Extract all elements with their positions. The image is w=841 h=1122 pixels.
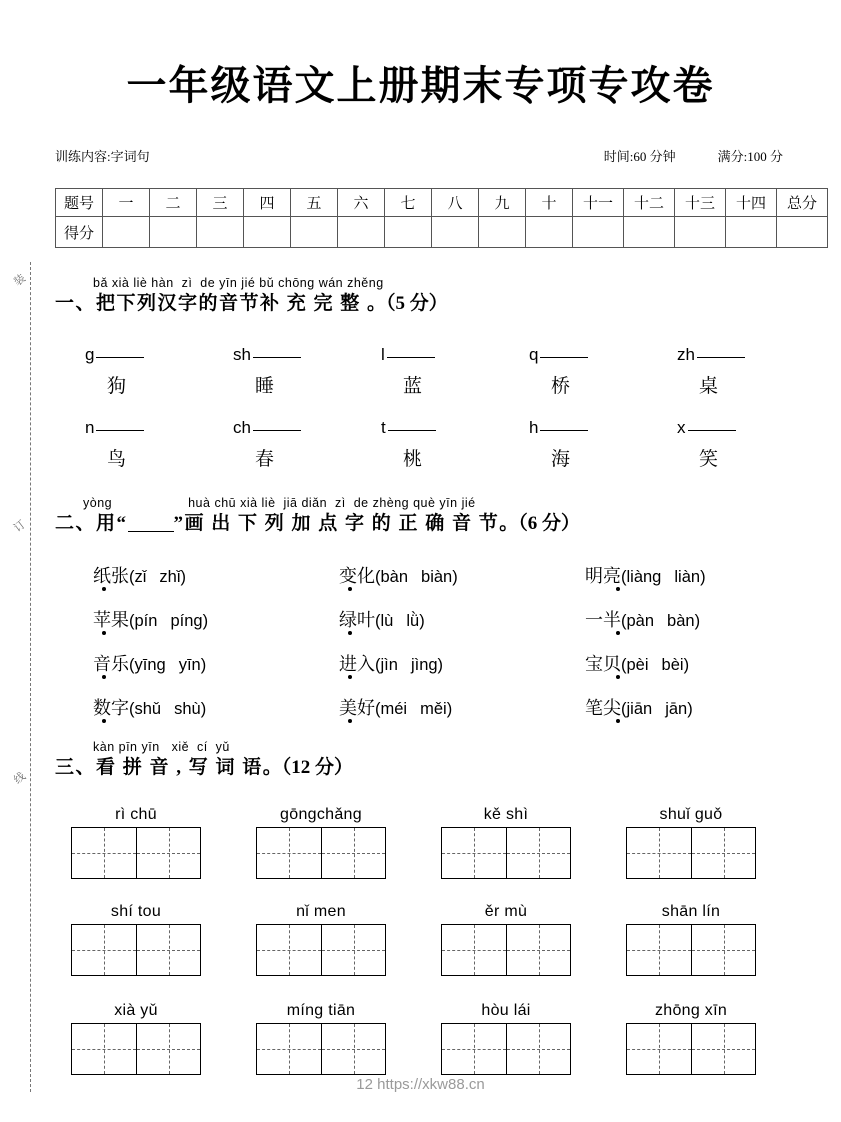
section-three-title <box>55 755 353 781</box>
write-word-item-6[interactable] <box>240 903 425 976</box>
emphasis-dot-icon <box>102 719 106 723</box>
syllable-item-9[interactable] <box>499 418 647 471</box>
word-text: 宝贝 <box>585 654 621 675</box>
pinyin-choice-grid <box>55 562 795 738</box>
full-score-label: 满分:100 分 <box>717 149 783 164</box>
write-pinyin-3: kě shì <box>483 806 529 823</box>
syllable-char-2: 睡 <box>255 375 275 397</box>
word-text: 纸张 <box>93 566 129 587</box>
score-cell-total[interactable] <box>777 217 828 248</box>
option-group: (pàn bàn) <box>621 612 701 630</box>
tianzige-cell[interactable] <box>506 1024 570 1074</box>
option-group: (pín píng) <box>129 612 209 630</box>
emphasis-dot-icon <box>102 631 106 635</box>
syllable-char-9: 海 <box>551 448 571 470</box>
pinyin-choice-item-4[interactable] <box>55 606 301 632</box>
syllable-initial-6 <box>85 418 203 438</box>
score-cell-6[interactable] <box>338 217 385 248</box>
tianzige-cell[interactable] <box>72 828 136 878</box>
score-cell-10[interactable] <box>526 217 573 248</box>
syllable-blank[interactable] <box>388 430 436 431</box>
word-text: 一半 <box>585 610 621 631</box>
section-two-pinyin-left: yòng <box>83 496 113 510</box>
write-word-item-11[interactable] <box>425 1002 610 1075</box>
col-header-1: 一 <box>103 189 150 217</box>
syllable-item-5[interactable] <box>647 345 795 398</box>
syllable-initial-9 <box>529 418 647 438</box>
section-two-heading <box>55 496 580 537</box>
option-group: (liàng liàn) <box>621 568 706 586</box>
initial-text: l <box>381 345 385 364</box>
emphasis-dot-icon <box>616 587 620 591</box>
option-a[interactable]: lù <box>380 612 394 630</box>
initial-text: h <box>529 418 539 437</box>
pinyin-choice-item-2[interactable] <box>301 562 547 588</box>
col-header-12: 十二 <box>624 189 675 217</box>
section-one-score: 。（5 分） <box>367 293 448 314</box>
syllable-char-5: 桌 <box>699 375 719 397</box>
binding-mark-zhuang: 装 <box>11 272 28 289</box>
syllable-blank[interactable] <box>540 357 588 358</box>
tianzige-cell[interactable] <box>321 925 385 975</box>
section-two-pinyin-right: huà chū xià liè jiā diǎn zì de zhèng què yīn jié <box>188 496 476 510</box>
word-text: 音乐 <box>93 654 129 675</box>
syllable-initial-8 <box>381 418 499 438</box>
syllable-char-8: 桃 <box>403 448 423 470</box>
tianzige-cell[interactable] <box>321 828 385 878</box>
pinyin-choice-item-11[interactable] <box>301 694 547 720</box>
pinyin-choice-item-12[interactable] <box>547 694 793 720</box>
syllable-item-4[interactable] <box>499 345 647 398</box>
pinyin-choice-row-3 <box>55 650 795 694</box>
write-pinyin-2: gōngchǎng <box>280 806 362 823</box>
option-a[interactable]: bàn <box>380 568 409 586</box>
option-a[interactable]: jiān <box>626 700 653 718</box>
col-header-4: 四 <box>244 189 291 217</box>
word-text: 明亮 <box>585 566 621 587</box>
syllable-char-7: 春 <box>255 448 275 470</box>
tianzige-cell[interactable] <box>442 1024 506 1074</box>
section-one-text: 把下列汉字的音节补 充 完 整 <box>96 293 368 314</box>
syllable-blank[interactable] <box>253 357 301 358</box>
write-word-item-3[interactable] <box>425 806 610 879</box>
col-header-3: 三 <box>197 189 244 217</box>
option-a[interactable]: pín <box>134 612 158 630</box>
score-cell-7[interactable] <box>385 217 432 248</box>
initial-text: n <box>85 418 95 437</box>
section-two-text-b: ”画 出 下 列 加 点 字 的 正 确 音 节 <box>173 513 500 534</box>
write-word-item-10[interactable] <box>240 1002 425 1075</box>
pinyin-choice-item-3[interactable] <box>547 562 793 588</box>
option-b[interactable]: jìng <box>410 656 438 674</box>
tianzige-cell[interactable] <box>442 925 506 975</box>
write-pinyin-1: rì chū <box>115 806 157 823</box>
option-group: (yīng yīn) <box>129 656 207 674</box>
score-cell-2[interactable] <box>150 217 197 248</box>
underline-demo <box>128 531 174 532</box>
pinyin-choice-item-10[interactable] <box>55 694 301 720</box>
score-cell-9[interactable] <box>479 217 526 248</box>
syllable-char-10: 笑 <box>699 448 719 470</box>
score-cell-13[interactable] <box>675 217 726 248</box>
emphasis-dot-icon <box>348 675 352 679</box>
tianzige-cell[interactable] <box>321 1024 385 1074</box>
pinyin-choice-row-2 <box>55 606 795 650</box>
tianzige-box-4[interactable] <box>626 827 756 879</box>
section-two-pinyin <box>83 496 580 511</box>
score-cell-11[interactable] <box>573 217 624 248</box>
word-text: 苹果 <box>93 610 129 631</box>
section-two-text-a: 用“ <box>96 513 128 534</box>
write-pinyin-10: míng tiān <box>286 1002 356 1019</box>
tianzige-box-2[interactable] <box>256 827 386 879</box>
syllable-blank[interactable] <box>253 430 301 431</box>
col-header-10: 十 <box>526 189 573 217</box>
syllable-initial-3 <box>381 345 499 365</box>
write-word-item-9[interactable] <box>55 1002 240 1075</box>
option-b[interactable]: yīn <box>178 656 201 674</box>
score-cell-4[interactable] <box>244 217 291 248</box>
write-pinyin-11: hòu lái <box>481 1002 531 1019</box>
write-pinyin-7: ěr mù <box>484 903 528 920</box>
word-text: 绿叶 <box>339 610 375 631</box>
tianzige-cell[interactable] <box>136 925 200 975</box>
pinyin-choice-item-8[interactable] <box>301 650 547 676</box>
syllable-item-7[interactable] <box>203 418 351 471</box>
tianzige-cell[interactable] <box>257 925 321 975</box>
pinyin-choice-item-5[interactable] <box>301 606 547 632</box>
watermark-text: 12 https://xkw88.cn <box>356 1076 485 1093</box>
tianzige-box-7[interactable] <box>441 924 571 976</box>
option-b[interactable]: biàn <box>421 568 453 586</box>
option-b[interactable]: měi <box>420 700 447 718</box>
write-word-item-4[interactable] <box>610 806 795 879</box>
option-a[interactable]: pàn <box>626 612 655 630</box>
write-word-item-2[interactable] <box>240 806 425 879</box>
col-header-total: 总分 <box>777 189 828 217</box>
write-pinyin-6: nǐ men <box>296 903 346 920</box>
option-a[interactable]: liàng <box>626 568 662 586</box>
write-word-item-5[interactable] <box>55 903 240 976</box>
section-two-score: 。（6 分） <box>499 513 581 534</box>
binding-mark-xian: 线 <box>11 770 28 787</box>
syllable-initial-5 <box>677 345 795 365</box>
score-cell-12[interactable] <box>624 217 675 248</box>
option-a[interactable]: méi <box>380 700 408 718</box>
option-group: (lù lǜ) <box>375 612 425 630</box>
syllable-item-3[interactable] <box>351 345 499 398</box>
emphasis-dot-icon <box>616 631 620 635</box>
emphasis-dot-icon <box>616 675 620 679</box>
option-group: (zǐ zhǐ) <box>129 568 187 586</box>
option-group: (pèi bèi) <box>621 656 690 674</box>
score-cell-3[interactable] <box>197 217 244 248</box>
section-three-text: 看 拼 音 , 写 词 语 <box>96 757 263 778</box>
option-b[interactable]: liàn <box>674 568 701 586</box>
section-three-score: 。（12 分） <box>262 757 354 778</box>
option-a[interactable]: jìn <box>380 656 398 674</box>
write-pinyin-12: zhōng xīn <box>654 1002 728 1019</box>
write-pinyin-9: xià yǔ <box>114 1002 158 1019</box>
initial-text: zh <box>677 345 695 364</box>
write-word-row-3 <box>55 1002 795 1075</box>
tianzige-box-10[interactable] <box>256 1023 386 1075</box>
training-content-label: 训练内容:字词句 <box>55 149 150 164</box>
syllable-initial-4 <box>529 345 647 365</box>
section-three-number: 三、 <box>55 757 97 778</box>
write-word-item-1[interactable] <box>55 806 240 879</box>
tianzige-box-3[interactable] <box>441 827 571 879</box>
tianzige-cell[interactable] <box>627 925 691 975</box>
write-word-item-8[interactable] <box>610 903 795 976</box>
option-b[interactable]: zhǐ <box>159 568 181 586</box>
syllable-blank[interactable] <box>697 357 745 358</box>
initial-text: q <box>529 345 539 364</box>
word-text: 笔尖 <box>585 698 621 719</box>
initial-text: ch <box>233 418 251 437</box>
syllable-item-6[interactable] <box>55 418 203 471</box>
pinyin-choice-item-9[interactable] <box>547 650 793 676</box>
initial-text: t <box>381 418 386 437</box>
pinyin-choice-row-1 <box>55 562 795 606</box>
option-b[interactable]: lǜ <box>406 612 420 630</box>
score-cell-14[interactable] <box>726 217 777 248</box>
section-one-pinyin: bǎ xià liè hàn zì de yīn jié bǔ chōng wán zhěng <box>93 276 384 290</box>
write-word-row-1 <box>55 806 795 879</box>
option-a[interactable]: zǐ <box>134 568 147 586</box>
syllable-blank[interactable] <box>387 357 435 358</box>
col-header-7: 七 <box>385 189 432 217</box>
col-header-11: 十一 <box>573 189 624 217</box>
table-row-question-numbers <box>56 189 828 217</box>
syllable-char-1: 狗 <box>107 375 127 397</box>
option-b[interactable]: shù <box>174 700 201 718</box>
tianzige-cell[interactable] <box>257 1024 321 1074</box>
emphasis-dot-icon <box>616 719 620 723</box>
row-label-score: 得分 <box>56 217 103 248</box>
option-b[interactable]: píng <box>170 612 203 630</box>
time-limit-label: 时间:60 分钟 <box>603 149 676 164</box>
tianzige-cell[interactable] <box>506 925 570 975</box>
option-group: (méi měi) <box>375 700 453 718</box>
write-word-item-7[interactable] <box>425 903 610 976</box>
syllable-item-2[interactable] <box>203 345 351 398</box>
tianzige-cell[interactable] <box>72 1024 136 1074</box>
pinyin-choice-item-7[interactable] <box>55 650 301 676</box>
section-two-title <box>55 511 580 537</box>
pinyin-choice-item-1[interactable] <box>55 562 301 588</box>
table-row-scores <box>56 217 828 248</box>
syllable-initial-2 <box>233 345 351 365</box>
binding-dashed-line <box>30 262 31 1092</box>
pinyin-choice-item-6[interactable] <box>547 606 793 632</box>
col-header-14: 十四 <box>726 189 777 217</box>
syllable-item-10[interactable] <box>647 418 795 471</box>
syllable-item-1[interactable] <box>55 345 203 398</box>
section-one-heading <box>55 276 448 317</box>
syllable-initial-7 <box>233 418 351 438</box>
syllable-char-3: 蓝 <box>403 375 423 397</box>
col-header-9: 九 <box>479 189 526 217</box>
option-a[interactable]: pèi <box>626 656 649 674</box>
binding-mark-ding: 订 <box>11 518 28 535</box>
page-title: 一年级语文上册期末专项专攻卷 <box>126 62 715 109</box>
write-word-item-12[interactable] <box>610 1002 795 1075</box>
option-group: (bàn biàn) <box>375 568 458 586</box>
tianzige-cell[interactable] <box>627 828 691 878</box>
emphasis-dot-icon <box>348 719 352 723</box>
score-cell-1[interactable] <box>103 217 150 248</box>
col-header-2: 二 <box>150 189 197 217</box>
tianzige-cell[interactable] <box>442 828 506 878</box>
tianzige-cell[interactable] <box>627 1024 691 1074</box>
option-a[interactable]: yīng <box>134 656 166 674</box>
syllable-row-1 <box>55 345 795 398</box>
section-three-pinyin: kàn pīn yīn xiě cí yǔ <box>93 740 230 754</box>
tianzige-box-12[interactable] <box>626 1023 756 1075</box>
option-b[interactable]: jān <box>665 700 688 718</box>
tianzige-cell[interactable] <box>506 828 570 878</box>
write-pinyin-5: shí tou <box>110 903 162 920</box>
section-three-heading <box>55 740 353 781</box>
word-text: 变化 <box>339 566 375 587</box>
option-b[interactable]: bàn <box>667 612 695 630</box>
tianzige-cell[interactable] <box>691 1024 755 1074</box>
emphasis-dot-icon <box>102 587 106 591</box>
tianzige-cell[interactable] <box>136 828 200 878</box>
tianzige-cell[interactable] <box>691 925 755 975</box>
initial-text: sh <box>233 345 251 364</box>
syllable-item-8[interactable] <box>351 418 499 471</box>
emphasis-dot-icon <box>348 631 352 635</box>
syllable-blank[interactable] <box>96 430 144 431</box>
score-cell-5[interactable] <box>291 217 338 248</box>
syllable-char-6: 鸟 <box>107 448 127 470</box>
tianzige-box-5[interactable] <box>71 924 201 976</box>
section-one-title <box>55 291 448 317</box>
tianzige-cell[interactable] <box>72 925 136 975</box>
syllable-char-4: 桥 <box>551 375 571 397</box>
syllable-initial-1 <box>85 345 203 365</box>
emphasis-dot-icon <box>102 675 106 679</box>
syllable-blank[interactable] <box>96 357 144 358</box>
tianzige-cell[interactable] <box>136 1024 200 1074</box>
write-word-row-2 <box>55 903 795 976</box>
initial-text: x <box>677 418 686 437</box>
word-text: 数字 <box>93 698 129 719</box>
tianzige-box-11[interactable] <box>441 1023 571 1075</box>
write-pinyin-8: shān lín <box>661 903 721 920</box>
tianzige-box-8[interactable] <box>626 924 756 976</box>
col-header-5: 五 <box>291 189 338 217</box>
col-header-13: 十三 <box>675 189 726 217</box>
word-text: 进入 <box>339 654 375 675</box>
section-one-number: 一、 <box>55 293 97 314</box>
option-group: (shǔ shù) <box>129 700 207 718</box>
option-group: (jiān jān) <box>621 700 693 718</box>
option-group: (jìn jìng) <box>375 656 444 674</box>
syllable-blank[interactable] <box>540 430 588 431</box>
col-header-8: 八 <box>432 189 479 217</box>
exam-meta-row <box>55 146 783 165</box>
tianzige-cell[interactable] <box>691 828 755 878</box>
syllable-row-2 <box>55 418 795 471</box>
tianzige-box-1[interactable] <box>71 827 201 879</box>
score-cell-8[interactable] <box>432 217 479 248</box>
syllable-blank[interactable] <box>688 430 736 431</box>
score-table <box>55 188 828 248</box>
tianzige-box-9[interactable] <box>71 1023 201 1075</box>
word-text: 美好 <box>339 698 375 719</box>
initial-text: g <box>85 345 95 364</box>
tianzige-box-6[interactable] <box>256 924 386 976</box>
pinyin-choice-row-4 <box>55 694 795 738</box>
syllable-initial-10 <box>677 418 795 438</box>
row-label-question-no: 题号 <box>56 189 103 217</box>
write-pinyin-4: shuǐ guǒ <box>659 806 723 823</box>
col-header-6: 六 <box>338 189 385 217</box>
tianzige-cell[interactable] <box>257 828 321 878</box>
option-b[interactable]: bèi <box>661 656 684 674</box>
emphasis-dot-icon <box>348 587 352 591</box>
section-two-number: 二、 <box>55 513 97 534</box>
option-a[interactable]: shǔ <box>134 700 162 718</box>
